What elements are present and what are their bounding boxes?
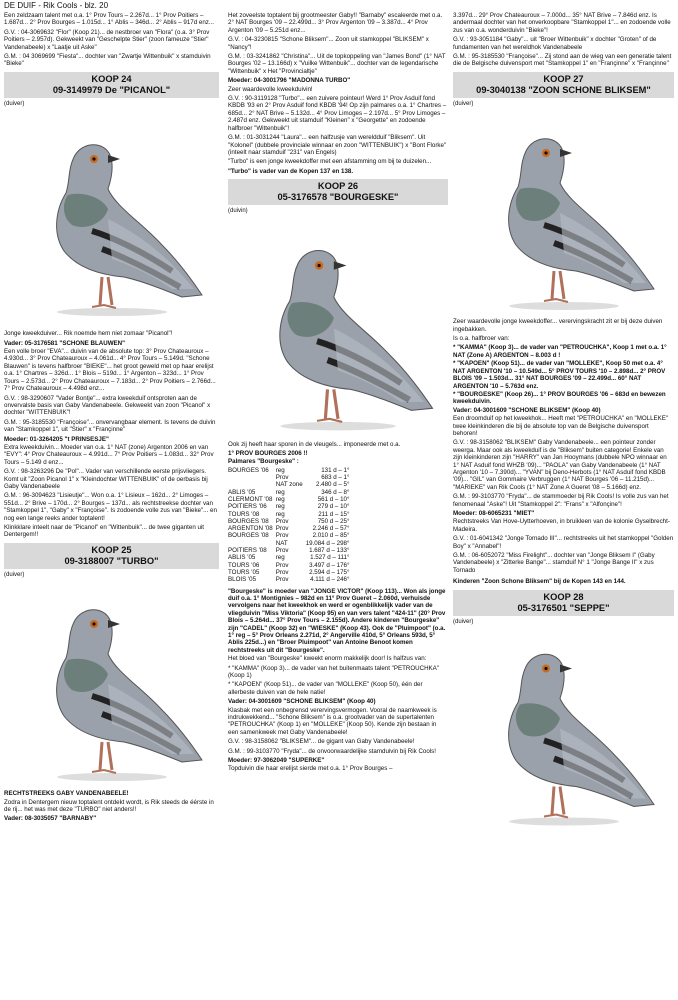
body-paragraph: Zeer waardevolle jonge kweekdoffer... verervingskracht zit er bij deze duiven ingebakken. [453, 318, 663, 333]
palmares-row [228, 474, 352, 481]
palmares-row [228, 540, 352, 547]
palmares-result: 4.111 d – 246° [310, 576, 350, 584]
palmares-row [228, 569, 352, 576]
body-paragraph: G.M. : 95-3185530 "Françoise"... onvervangbaar element. Is tevens de duivin van "Stamkoppel 1", uit "Stier" x "Françinne" [4, 418, 216, 434]
palmares-level: Prov [275, 561, 289, 569]
intro-paragraph: G.M. : 04 3069699 "Fiesta"... dochter van "Zwartje Wittenbuik" x stamduivin "Bieke" [4, 53, 211, 68]
palmares-result: 2.480 d – 5° [316, 481, 350, 489]
palmares-row [228, 481, 352, 488]
palmares-row [228, 518, 352, 525]
palmares-row [228, 496, 352, 503]
highlight-result: 1° PROV BOURGES 2006 !! [228, 449, 308, 457]
palmares-level: reg [275, 503, 285, 511]
palmares-result: 131 d – 1° [321, 466, 350, 474]
father-heading: Vader: 08-3035057 "BARNABY" [4, 815, 97, 823]
koop-number: KOOP 26 [317, 181, 359, 192]
mother-heading: Moeder: 01-3264205 "t PRINSESJE" [4, 435, 109, 443]
body-paragraph: Zeer waardevolle kweekduivin! [228, 85, 313, 93]
body-paragraph: * "KAMMA" (Koop 3)... de vader van het buitenmaats talent "PETROUCHKA" (Koop 1) [228, 664, 440, 679]
koop-number: KOOP 27 [543, 73, 584, 84]
palmares-row [228, 489, 352, 496]
palmares-row [228, 511, 352, 518]
palmares-result: 279 d – 10° [317, 503, 350, 511]
palmares-level: reg [275, 510, 285, 518]
palmares-level: reg [275, 488, 285, 496]
palmares-row [228, 554, 352, 561]
body-paragraph: Klinkklare inteelt naar de "Picanol" en "Wittenbuik"... de twee giganten uit Dentergem!! [4, 524, 205, 539]
mother-heading: Moeder: 08-6065231 "MIET" [453, 510, 535, 517]
pigeon-photo-koop-27 [464, 108, 664, 318]
koop-ring-name: 09-3149979 De "PICANOL" [52, 84, 171, 95]
sex-label: (duivin) [228, 208, 248, 215]
koop-27-header [453, 72, 674, 98]
pigeon-photo-koop-26 [233, 216, 443, 441]
intro-paragraph: G.V. : 04-3069632 "Flor" (Koop 21)... de nestbroer van "Flora" (o.a. 3° Prov Poitiers – 2.957d). Gekweekt van "Geschelpte Stier" (zoon fameuze "Stier" Vandenabeele) x "Laatje uit Aske" [4, 28, 210, 51]
koop-number: KOOP 28 [543, 591, 584, 602]
palmares-race: POITIERS '06 [228, 503, 267, 511]
palmares-race: POITIERS '08 [228, 547, 267, 555]
palmares-race: BOURGES '08 [228, 532, 269, 540]
body-paragraph: G.V. : 98-3158062 "BLIKSEM" Gaby Vandenabeele... een pointeur zonder weerga. Maar ook als kweekduif is de "Bliksem" buiten categorie! Enkele van zijn kleinkinderen zijn "HARRY" van Jan Hooymans (dubbele NPO winnaar en 1° NAT Asduif fond WHZB '09)... "PAOLA" van Gaby Vandenabeele (1° NAT Argenton '10 – 7.390d)... "YVAN" bij Deno-Herbots (1° NAT Asduif fond KBDB '09)... "GIL" van Gommaire Verbruggen (1° NAT Bourges '06 – 11.215d)... "MARIEKE" van Rik Cools (1° NAT Zone A Gueret '08 – 5.166d) enz. [453, 439, 667, 491]
body-paragraph: Een volle broer "EVA"... duivin van de absolute top: 3° Prov Chateauroux – 4.930d... 3° Prov Chateauroux – 4.061d... 4° Prov Tours – 5.149d. "Schone Blauwen" is tevens halfbroer "BIEKE"... het groot geweld met op haar erelijst o.a. 1° Chartres – 326d... 1° Blois – 519d... 1° Argenton – 323d... 1° Prov Tours – 2.573d... 2° Prov Chateauroux – 7.183d... 2° Prov Poitiers – 2.766d... 7° Prov Chateauroux – 4.498d enz... [4, 348, 216, 393]
intro-paragraph: G.M. : 03-3241862 "Christina"... Uit de topkoppeling van "James Bond" (1° NAT Bourges '02 – 13.166d) x "Vuilke Wittenbuik"... dochter van de legendarische "Wittenbuik" x Het "Provincialtje" [228, 53, 446, 75]
column-2 [228, 12, 448, 998]
palmares-level: reg [275, 495, 285, 503]
pigeon-photo-koop-28 [464, 626, 664, 831]
palmares-result: 2.010 d – 85° [312, 532, 350, 540]
column-3 [453, 12, 674, 998]
body-paragraph: G.M. : 01-3031244 "Laura"... een halfzusje van wereldduif "Bliksem". Uit "Kolonel" (dubbele provinciale winnaar en zoon "WITTENBUIK") x "Bont Florke" (inteelt naar stamduif "231" van Engels) [228, 134, 447, 156]
palmares-level: Prov [275, 474, 289, 482]
body-paragraph: G.M. : 99-3103770 "Fryda"... de onvoorwaardelijke stamduivin bij Rik Cools! [228, 747, 436, 755]
palmares-result: 2.246 d – 57° [312, 525, 350, 533]
palmares-table [228, 467, 352, 584]
palmares-level: reg [275, 466, 285, 474]
half-sibling-item: * "BOURGESKE" (Koop 26)... 1° PROV BOURGES '06 – 683d en bewezen kweekduivin. [453, 390, 666, 406]
intro-paragraph: Een zeldzaam talent met o.a. 1° Prov Tours – 2.267d... 1° Prov Poitiers – 1.687d... 2° Prov Bourges – 1.015d... 1° Ablis – 346d... 2° Ablis – 917d enz... [4, 12, 215, 27]
koop-number: KOOP 25 [91, 544, 132, 555]
pigeon-photo-koop-24 [12, 108, 212, 330]
body-paragraph: Klasbak met een onbegrensd verervingsvermogen. Vooral de naamkweek is indrukwekkend... "Schone Bliksem" is o.a. grootvader van de supertalenten "PETROUCHKA" (Koop 1) en "MOLLEKE" (Koop 50). Kende zijn bestaan in een samenkweek met Gaby Vandenabeele! [228, 706, 437, 736]
intro-paragraph: G.V. : 93-3051184 "Gaby"... uit "Broer Wittenbuik" x dochter "Groten" of de fundamenten van het wereldhok Vandenabeele [453, 36, 657, 51]
sex-label: (duiver) [453, 618, 474, 625]
koop-number: KOOP 24 [91, 73, 132, 84]
palmares-level: Prov [275, 525, 289, 533]
koop-25-header [4, 543, 219, 569]
koop-ring-name: 09-3040138 "ZOON SCHONE BLIKSEM" [476, 84, 651, 95]
intro-paragraph: 3.397d... 29° Prov Chateauroux – 7.000d... 35° NAT Brive – 7.846d enz. Is andermaal dochter van het onverkoopbare "Stamkoppel 1"... en zodoende volle zus van o.a. wonderduivin "Bieke"! [453, 12, 671, 34]
koop-ring-name: 05-3176501 "SEPPE" [517, 602, 610, 613]
palmares-level: NAT zone [275, 481, 303, 489]
body-heading: "Turbo" is vader van de Kopen 137 en 138. [228, 167, 354, 175]
palmares-race: BLOIS '05 [228, 576, 257, 584]
body-paragraph: G.V. : 98-3290607 "Vader Bontje"... extra kweekduif ontsproten aan de onvervalste basis van Gaby Vandenabeele. Gekweekt van zoon "Picanol" x dochter "WITTENBUIK"! [4, 394, 211, 417]
body-paragraph: Topduivin die haar erelijst sierde met o.a. 1° Prov Bourges – [228, 765, 393, 773]
pigeon-photo-koop-25 [12, 579, 212, 789]
palmares-race: BOURGES '08 [228, 517, 269, 525]
body-paragraph: "Turbo" is een jonge kweekdoffer met een afstamming om bij te duizelen... [228, 158, 432, 166]
palmares-result: 211 d – 15° [318, 510, 350, 518]
palmares-row [228, 467, 352, 474]
palmares-row [228, 532, 352, 539]
body-paragraph: Een droomduif op het kweekhok... Heeft met "PETROUCHKA" en "MOLLEKE" twee kleinkinderen die bij de absolute top van de Belgische duivensport behoren! [453, 415, 669, 437]
father-heading: Vader: 04-3001609 "SCHONE BLIKSEM" (Koop 40) [228, 698, 376, 706]
palmares-title: Palmares "Bourgeske" : [228, 458, 299, 466]
palmares-race: ARGENTON '08 [228, 525, 273, 533]
koop-24-header [4, 72, 219, 98]
half-sibling-item: * "KAPOEN" (Koop 51)... de vader van "MOLLEKE", Koop 50 met o.a. 4° NAT ARGENTON '10 – 10.549d... 5° PROV TOURS '10 – 2.898d... 2° PROV BLOIS '09 – 1.503d... 31° NAT BOURGES '09 – 22.499d... 60° NAT ARGENTON '10 – 5.763d enz. [453, 360, 666, 390]
intro-paragraph: Het zoveelste toptalent bij grootmeester Gaby!! "Barnaby" escaleerde met o.a. 2° NAT Bourges '09 – 22.499d... 3° Prov Argenton '09 – 3.387d... 4° Prov Argenton '09 – 5.251d enz... [228, 12, 443, 34]
body-paragraph: Extra kweekduivin... Moeder van o.a. 1° NAT (zone) Argenton 2006 en van "EVY": 4° Prov Chateauroux – 4.991d... 7° Prov Poitiers – 1.083d... 32° Prov Tours – 5.149 d enz... [4, 443, 214, 466]
mother-heading: Moeder: 97-3062049 "SUPERKE" [228, 757, 325, 765]
body-heading: Kinderen "Zoon Schone Bliksem" bij de Kopen 143 en 144. [453, 578, 626, 586]
father-heading: Vader: 05-3176581 "SCHONE BLAUWEN" [4, 339, 126, 347]
palmares-result: 1.687 d – 133° [309, 547, 350, 555]
palmares-result: 683 d – 1° [321, 474, 350, 482]
palmares-race [228, 540, 276, 547]
body-paragraph: Ook zij heeft haar sporen in de vleugels... imponeerde met o.a. [228, 440, 401, 448]
intro-paragraph: G.M. : 95-3185530 "Françoise"... Zij stond aan de wieg van een generatie talent die de Belgische duivensport met "Stamkoppel 1" en "Françinne" x "Françinne" [453, 53, 672, 68]
palmares-race: BOURGES '06 [228, 466, 269, 474]
palmares-result: 346 d – 8° [321, 488, 350, 496]
palmares-result: 19.084 d – 298° [305, 539, 350, 547]
page-header: DE DUIF - Rik Cools - blz. 20 [4, 1, 109, 10]
palmares-row [228, 576, 352, 583]
father-heading: Vader: 04-3001609 "SCHONE BLIKSEM" (Koop 40) [453, 406, 601, 414]
body-heading: RECHTSTREEKS GABY VANDENABEELE! [4, 790, 129, 798]
palmares-race: TOURS '05 [228, 568, 260, 576]
palmares-result: 3.497 d – 176° [309, 561, 350, 569]
sex-label: (duiver) [453, 100, 474, 107]
body-paragraph: G.M. : 06-6052072 "Miss Firelight"... dochter van "Jonge Bliksem I" (Gaby Vandenabeele) x "Zitterke Bange"... stamduif N° 1 "Jonge Bange II" x zus Tornado [453, 552, 655, 574]
body-paragraph: G.V. : 98-3158062 "BLIKSEM"... de gigant van Gaby Vandenabeele! [228, 738, 415, 746]
palmares-race: TOURS '08 [228, 510, 260, 518]
palmares-race [228, 474, 276, 481]
body-paragraph: * "KAPOEN" (Koop 51)... de vader van "MOLLEKE" (Koop 50), één der allerbeste duiven van de hele natie! [228, 681, 423, 696]
body-paragraph: G.M. : 99-3103770 "Fryda"... de stammoeder bij Rik Cools! Is volle zus van het fenomenaal "Aske"! Uit "Stamkoppel 2": "Frans" x "Alfonçine"! [453, 493, 669, 508]
body-paragraph: G.V. : 01-6041342 "Jonge Tornado III"... rechtstreeks uit het stamkoppel "Golden Boy" x "Annabel"! [453, 535, 674, 550]
palmares-result: 2.594 d – 175° [309, 568, 350, 576]
koop-ring-name: 05-3176578 "BOURGESKE" [277, 192, 399, 203]
body-paragraph: Rechtstreeks Van Hove-Uytterhoeven, in bruikleen van de koloniе Gyselbrecht-Madeira. [453, 518, 670, 533]
palmares-row [228, 503, 352, 510]
body-paragraph: Is o.a. halfbroer van: [453, 335, 510, 343]
palmares-level: Prov [275, 576, 289, 584]
palmares-race: ABLIS '05 [228, 488, 256, 496]
palmares-result: 750 d – 25° [317, 517, 350, 525]
body-paragraph: "Bourgeske" is moeder van "JONGE VICTOR" (Koop 113)... Won als jonge duif o.a. 1° Montignies – 982d en 11° Prov Gueret – 2.060d, verhuisde vervolgens naar het kweekhok en werd er ogenblikkelijk vader van de vliegduivin "Miss Viktoria" (Koop 95) en van vers talent "424-11" (20° Prov Blois – 5.264d... 37° Prov Tours – 2.155d). Andere kinderen "Bourgeske" zijn "CADEL" (Koop 32) en "WIESKE" (Koop 43). Ook de "Pluimpoot" (o.a. 1° reg – 5° Prov Orleans 2.271d, 2° Angerville 410d, 5° Orleans 593d, 5° Ablis 225d...) en "Broer Pluimpoot" van Antoine Benoot komen rechtstreeks uit dit "Bourgeske". [228, 587, 446, 654]
half-sibling-item: * "KAMMA" (Koop 3)... de vader van "PETROUCHKA", Koop 1 met o.a. 1° NAT (Zone A) ARGENTON – 8.003 d ! [453, 344, 667, 359]
palmares-row [228, 562, 352, 569]
palmares-race [228, 481, 276, 488]
column-1 [4, 12, 219, 998]
palmares-row [228, 547, 352, 554]
palmares-level: Prov [275, 547, 289, 555]
koop-ring-name: 09-3188007 "TURBO" [64, 555, 159, 566]
intro-paragraph: G.V. : 04-3230815 "Schone Bliksem"... Zoon uit stamkoppel "BLIKSEM" x "Nancy"! [228, 36, 429, 51]
body-paragraph: Jonge kweekduiver... Rik noemde hem niet zomaar "Picanol"! [4, 330, 173, 338]
body-paragraph: Het bloed van "Bourgeske" kweekt enorm makkelijk door! Is halfzus van: [228, 655, 427, 663]
palmares-level: Prov [275, 532, 289, 540]
body-paragraph: G.M. : 96-3094623 "Lisieutje"... Won o.a. 1° Lisieux – 162d... 2° Limoges – 551d... 2° Brive – 170d... 2° Bourges – 137d... als rechtstreekse dochter van "Stamkoppel 1", "Gaby" x "Françoise". Is zodoende volle zus van "Bieke"... en nog een lange reeks ander toptalent! [4, 492, 217, 522]
palmares-result: 1.527 d – 111° [310, 554, 350, 562]
mother-heading: Moeder: 04-3001796 "MADONNA TURBO" [228, 77, 351, 85]
body-paragraph: G.V. : 98-3263296 De "Pol"... Vader van verschillende eerste prijsvliegers. Komt uit "Zoon Picanol 1" x "Kleindochter WITTENBUIK" of de oerbasis bij Gaby Vandenabeele [4, 468, 208, 490]
body-paragraph: Zodra in Dentergem nieuw toptalent ontdekt wordt, is Rik steeds de éérste in de rij... het was met deze "TURBO" niet anders!! [4, 798, 214, 814]
koop-28-header [453, 590, 674, 616]
palmares-row [228, 525, 352, 532]
palmares-level: NAT [275, 539, 288, 547]
palmares-race: CLERMONT '08 [228, 495, 273, 503]
palmares-level: Prov [275, 517, 289, 525]
palmares-race: ABLIS '05 [228, 554, 256, 562]
sex-label: (duiver) [4, 571, 25, 578]
sex-label: (duiver) [4, 100, 25, 107]
body-paragraph: G.V. : 90-3119128 "Turbo"... een zuivere pointeur! Werd 1° Prov Asduif fond KBDB '93 en 2° Prov Asduif fond KBDB '94! Op zijn palmares o.a. 1° Chartres – 685d... 2° NAT Brive – 5.132d... 4° Prov Limoges – 2.197d... 5° Prov Limoges – 2.487d enz. Gekweekt uit stamduif "Kleinen" x "Georgette" en zodoende halfbroer "Wittenbuik"! [228, 95, 447, 132]
palmares-race: TOURS '06 [228, 561, 260, 569]
palmares-level: reg [275, 554, 285, 562]
koop-26-header [228, 179, 448, 205]
palmares-result: 561 d – 10° [317, 495, 350, 503]
palmares-level: Prov [275, 568, 289, 576]
